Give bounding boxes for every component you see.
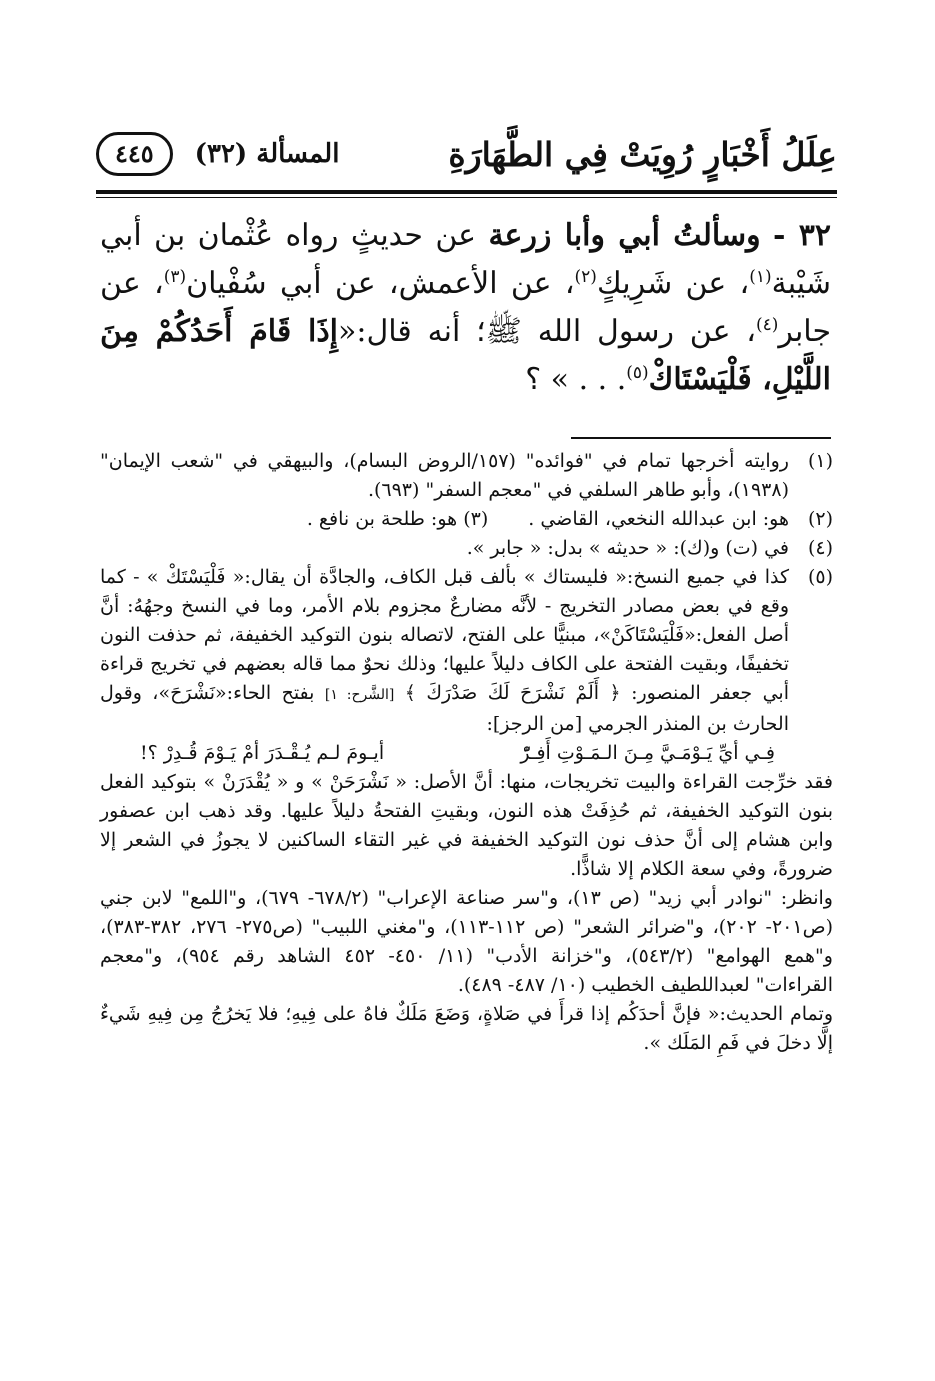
footnote-3-text: هو: طلحة بن نافع . [306,508,458,530]
poetry-verse [100,739,789,768]
question-part1: عن حديثٍ رواه عُثْمان بن أبي شَيْبة [100,218,831,301]
footnote-3 [307,505,488,534]
footnote-text: في (ت) و(ك): « حديثه » بدل: « جابر ». [466,537,789,559]
footnote-5-text2: بفتح الحاء:«نَشْرَحَ»، وقول الحارث بن المنذر الجرمي [من الرجز]: [100,682,789,735]
question-end: . . . » ؟ [525,362,627,397]
footnote-mark: (٣) [463,508,489,530]
question-part2: ، عن شَرِيكٍ [596,266,750,301]
footnote-references: وانظر: "نوادر أبي زيد" (ص ١٣)، و"سر صناعة الإعراب" (٦٧٨/٢- ٦٧٩)، و"اللمع" لابن جني (ص٢٠١- ٢٠٢)، و"ضرائر الشعر" (ص ١١٢-١١٣)، و"مغني اللبيب" (ص٢٧٥- ٢٧٦، ٣٨٢-٣٨٣)، و"همع الهوامع" (٥٤٣/٢)، و"خزانة الأدب" (١١/ ٤٥٠- ٤٥٢ الشاهد رقم ٩٥٤)، و"معجم القراءات" لعبداللطيف الخطيب (١٠/ ٤٨٧- ٤٨٩). [100,887,833,996]
footnote-text: روايته أخرجها تمام في "فوائده" (١٥٧/الروض البسام)، والبيهقي في "شعب الإيمان" (١٩٣٨)، وأبو طاهر السلفي في "معجم السفر" (٦٩٣). [100,450,789,501]
footnote-ref-1[interactable]: (١) [749,267,772,287]
footnote-pair [100,505,789,534]
question-part5: ، عن رسول الله ﷺ؛ أنه قال:« [338,314,756,349]
header-meta [96,132,339,176]
footnote-5-text: كذا في جميع النسخ:« فليستاك » بألف قبل الكاف، والجادَّة أن يقال:« فَلْيَسْتَكْ » - كما وقع في بعض مصادر التخريج - لأنَّه مضارعٌ مجزوم بلام الأمر، وما في النسخ وجهُهُ: أنَّ أصل الفعل:«فَلْيَسْتَاكَنْ»، مبنيًّا على الفتح، لاتصاله بنون التوكيد الخفيفة، ثم حذفت النون تخفيفًا، وبقيت الفتحة على الكاف دليلاً عليها؛ وذلك نحوٌ مما قاله بعضهم في تخريج قراءة أبي جعفر المنصور: ﴿ أَلَمْ نَشْرَحَ لَكَ صَدْرَكَ ﴾ [100,566,789,704]
question-part3: ، عن الأعمش، عن أبي سُفْيان [186,266,575,301]
hadith-text: إِذَا قَامَ أَحَدُكُمْ مِنَ اللَّيْلِ، فَلْيَسْتَاكْ [100,314,831,397]
footnote-mark: (٥) [807,566,833,588]
footnote-ref-2[interactable]: (٢) [574,267,597,287]
footnote-5 [100,563,833,768]
page-header [96,120,837,188]
header-rule-thin [96,197,837,198]
footnote-2-3 [100,505,833,534]
footnote-2-text: هو: ابن عبدالله النخعي، القاضي . [528,508,789,530]
verse-hemistich-b: أيـومَ لـم يُـقْـدَرَ أمْ يَـوْمَ قُـدِرْ ؟! [140,742,385,764]
footnote-4 [100,534,833,563]
header-rule-thick [96,190,837,194]
footnote-5-body [100,563,789,768]
question-part4: ، عن جابر [100,266,831,349]
footnotes-section [100,447,833,1058]
footnote-hadith-completion: وتمام الحديث:« فإنَّ أحدَكُم إذا قرأَ في صَلاةٍ، وَضَعَ مَلَكٌ فاهُ على فِيهِ؛ فلا يَخرُجُ مِن فِيهِ شَيءٌ إلَّا دخلَ في فَمِ المَلَك ». [100,1003,833,1054]
verse-hemistich-a: فِـي أيِّ يَـوْمَـيَّ مِـنَ الـمَـوْتِ أَفِـرّْ [520,742,775,764]
footnote-mark: (٢) [807,508,833,530]
footnote-ref-4[interactable]: (٤) [755,315,779,335]
page-number-badge: ٤٤٥ [96,132,173,176]
footnote-continuation-1: فقد خرِّجت القراءة والبيت تخريجات، منها: أنَّ الأصل: « نَشْرَحَنْ » و « يُقْدَرَنْ » بتوكيد الفعل بنون التوكيد الخفيفة، ثم حُذِفَتْ هذه النون، وبقيتِ الفتحةُ دليلاً عليها. وقد ذهب ابن عصفور وابن هشام إلى أنَّ حذف نون التوكيد الخفيفة في غير التقاء الساكنين لا يجوزُ في الشعر إلا ضرورةً، وفي سعة الكلام إلا شاذًّا. [100,771,833,880]
running-title: عِلَلُ أَخْبَارٍ رُوِيَتْ فِي الطَّهَارَةِ [448,134,837,174]
sura-reference: [الشَّرح: ١] [324,687,395,703]
question-lead: وسألتُ أبي وأبا زرعة [488,218,761,253]
question-text [100,212,831,404]
footnote-1 [100,447,833,505]
issue-label: المسألة (٣٢) [194,139,340,169]
footnote-mark: (٤) [807,537,833,559]
footnote-separator [571,437,831,439]
footnote-mark: (١) [807,450,833,472]
footnote-ref-3[interactable]: (٣) [163,267,187,287]
footnote-ref-5[interactable]: (٥) [626,363,649,383]
question-number: ٣٢ - [773,218,831,253]
